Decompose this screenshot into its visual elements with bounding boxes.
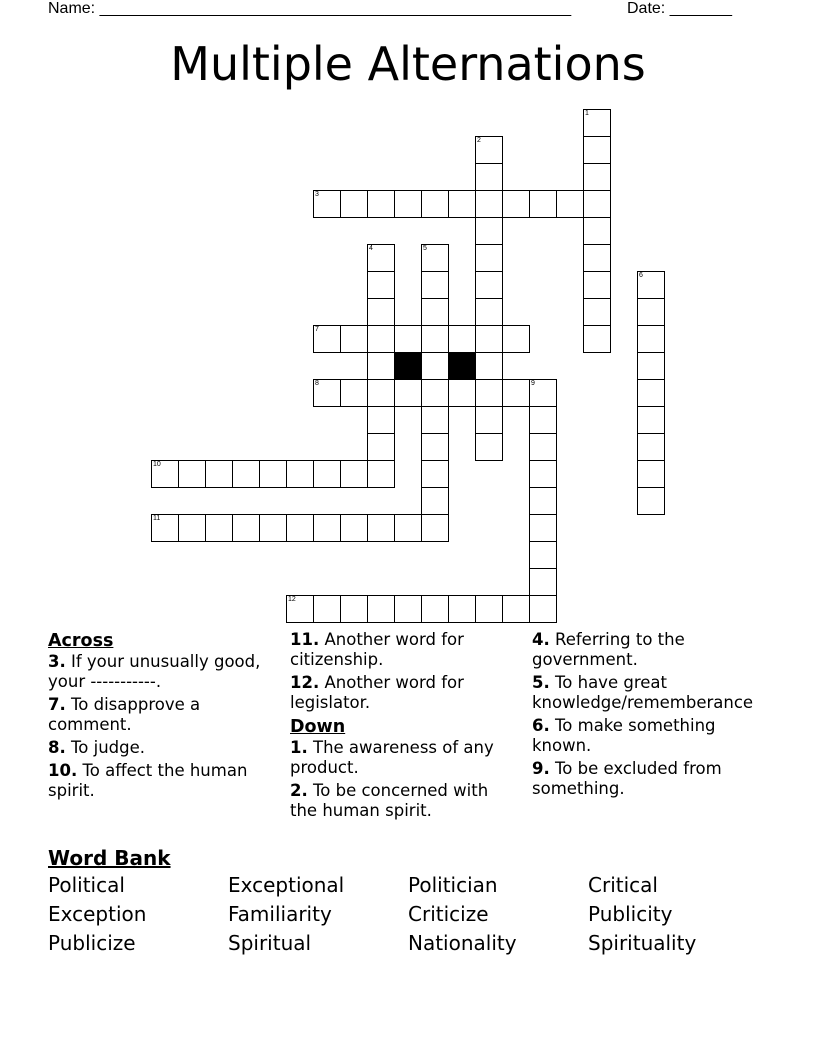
crossword-cell: [151, 514, 179, 542]
crossword-cell: [475, 298, 503, 326]
crossword-cell: [340, 325, 368, 353]
crossword-cell: [529, 190, 557, 218]
crossword-cell: [637, 352, 665, 380]
crossword-cell: [178, 460, 206, 488]
clue-across-3: 3. If your unusually good, your -----------.: [48, 652, 261, 691]
crossword-cell: [394, 514, 422, 542]
crossword-cell: [367, 514, 395, 542]
word-bank-item: Spirituality: [588, 931, 697, 955]
crossword-cell: [367, 352, 395, 380]
crossword-cell: [340, 595, 368, 623]
clue-number: 2: [477, 137, 481, 144]
word-bank: [48, 873, 768, 955]
crossword-cell: [529, 541, 557, 569]
crossword-cell: [583, 298, 611, 326]
crossword-cell: [637, 271, 665, 299]
page-title: Multiple Alternations: [170, 37, 646, 91]
crossword-cell: [637, 433, 665, 461]
crossword-cell: [205, 514, 233, 542]
word-bank-item: Critical: [588, 873, 658, 897]
crossword-cell: [583, 190, 611, 218]
crossword-cell: [394, 595, 422, 623]
crossword-cell: [475, 352, 503, 380]
crossword-cell: [340, 514, 368, 542]
crossword-cell: [502, 325, 530, 353]
crossword-cell: [475, 190, 503, 218]
crossword-cell: [313, 190, 341, 218]
clue-across-10: 10. To affect the human spirit.: [48, 761, 248, 800]
down-heading: Down: [290, 717, 346, 737]
clue-down-6: 6. To make something known.: [532, 716, 716, 755]
clues-column-2: [290, 630, 515, 824]
word-bank-item: Criticize: [408, 902, 489, 926]
crossword-cell: [583, 163, 611, 191]
crossword-cell: [367, 433, 395, 461]
word-bank-item: Familiarity: [228, 902, 332, 926]
clue-down-9: 9. To be excluded from something.: [532, 759, 722, 798]
clue-number: 6: [639, 272, 643, 279]
crossword-cell: [475, 244, 503, 272]
crossword-cell: [205, 460, 233, 488]
crossword-cell: [367, 298, 395, 326]
clue-number: 11: [153, 515, 161, 522]
crossword-cell: [421, 244, 449, 272]
crossword-cell: [232, 460, 260, 488]
clue-down-5: 5. To have great knowledge/rememberance: [532, 673, 754, 712]
crossword-cell: [340, 190, 368, 218]
clue-number: 3: [315, 191, 319, 198]
crossword-cell: [583, 325, 611, 353]
crossword-cell: [583, 244, 611, 272]
crossword-cell: [421, 352, 449, 380]
name-field-label: Name: _____________________________________________________: [48, 0, 572, 17]
clue-down-4: 4. Referring to the government.: [532, 630, 685, 669]
crossword-cell: [421, 325, 449, 353]
crossword-cell: [583, 136, 611, 164]
crossword-cell: [529, 433, 557, 461]
crossword-cell: [367, 379, 395, 407]
crossword-cell: [502, 190, 530, 218]
crossword-cell: [583, 217, 611, 245]
clue-number: 9: [531, 380, 535, 387]
crossword-cell: [421, 487, 449, 515]
clues-column-3: [532, 630, 768, 802]
crossword-cell: [529, 379, 557, 407]
crossword-cell: [475, 136, 503, 164]
clue-number: 4: [369, 245, 373, 252]
crossword-cell: [286, 460, 314, 488]
crossword-cell: [367, 460, 395, 488]
crossword-cell: [394, 190, 422, 218]
crossword-cell: [637, 325, 665, 353]
crossword-cell: [583, 271, 611, 299]
crossword-cell: [367, 325, 395, 353]
crossword-cell: [259, 460, 287, 488]
crossword-cell: [475, 406, 503, 434]
crossword-cell: [421, 433, 449, 461]
clue-number: 8: [315, 380, 319, 387]
crossword-cell: [367, 271, 395, 299]
crossword-cell: [367, 190, 395, 218]
clue-number: 1: [585, 110, 589, 117]
clue-number: 5: [423, 245, 427, 252]
clue-number: 7: [315, 326, 319, 333]
crossword-black-cell: [448, 352, 476, 380]
crossword-cell: [529, 487, 557, 515]
crossword-cell: [421, 298, 449, 326]
crossword-cell: [313, 514, 341, 542]
crossword-cell: [556, 190, 584, 218]
clue-number: 12: [288, 596, 296, 603]
word-bank-item: Exception: [48, 902, 147, 926]
crossword-black-cell: [394, 352, 422, 380]
crossword-cell: [367, 244, 395, 272]
crossword-cell: [421, 514, 449, 542]
crossword-cell: [421, 271, 449, 299]
crossword-cell: [475, 217, 503, 245]
crossword-cell: [313, 379, 341, 407]
clue-number: 10: [153, 461, 161, 468]
word-bank-item: Political: [48, 873, 125, 897]
crossword-cell: [475, 379, 503, 407]
crossword-cell: [313, 325, 341, 353]
crossword-cell: [421, 460, 449, 488]
word-bank-item: Publicize: [48, 931, 136, 955]
crossword-cell: [232, 514, 260, 542]
crossword-cell: [502, 595, 530, 623]
crossword-cell: [421, 379, 449, 407]
crossword-cell: [475, 325, 503, 353]
clue-across-11: 11. Another word for citizenship.: [290, 630, 464, 669]
clue-across-12: 12. Another word for legislator.: [290, 673, 464, 712]
crossword-cell: [421, 406, 449, 434]
date-field-label: Date: _______: [627, 0, 732, 17]
crossword-cell: [637, 460, 665, 488]
crossword-cell: [367, 406, 395, 434]
crossword-cell: [475, 163, 503, 191]
crossword-cell: [178, 514, 206, 542]
crossword-cell: [313, 595, 341, 623]
crossword-cell: [637, 298, 665, 326]
clue-down-2: 2. To be concerned with the human spirit.: [290, 781, 489, 820]
crossword-cell: [394, 325, 422, 353]
crossword-cell: [502, 379, 530, 407]
crossword-cell: [151, 460, 179, 488]
clue-across-8: 8. To judge.: [48, 738, 146, 757]
crossword-cell: [529, 568, 557, 596]
crossword-cell: [394, 379, 422, 407]
crossword-cell: [475, 271, 503, 299]
crossword-cell: [583, 109, 611, 137]
word-bank-item: Exceptional: [228, 873, 345, 897]
crossword-cell: [340, 379, 368, 407]
crossword-cell: [475, 433, 503, 461]
clues-column-1: [48, 630, 273, 804]
crossword-cell: [286, 514, 314, 542]
crossword-cell: [529, 595, 557, 623]
clue-down-1: 1. The awareness of any product.: [290, 738, 494, 777]
crossword-cell: [448, 325, 476, 353]
crossword-cell: [421, 190, 449, 218]
crossword-cell: [340, 460, 368, 488]
crossword-cell: [529, 514, 557, 542]
crossword-cell: [475, 595, 503, 623]
crossword-cell: [637, 487, 665, 515]
crossword-cell: [448, 379, 476, 407]
crossword-cell: [448, 595, 476, 623]
clue-across-7: 7. To disapprove a comment.: [48, 695, 201, 734]
crossword-cell: [259, 514, 287, 542]
crossword-cell: [448, 190, 476, 218]
word-bank-item: Publicity: [588, 902, 673, 926]
crossword-cell: [286, 595, 314, 623]
word-bank-item: Spiritual: [228, 931, 312, 955]
crossword-cell: [529, 460, 557, 488]
word-bank-heading: Word Bank: [48, 846, 171, 870]
crossword-cell: [421, 595, 449, 623]
crossword-cell: [313, 460, 341, 488]
crossword-cell: [637, 379, 665, 407]
crossword-cell: [637, 406, 665, 434]
word-bank-item: Nationality: [408, 931, 517, 955]
crossword-cell: [529, 406, 557, 434]
across-heading: Across: [48, 631, 114, 651]
crossword-cell: [367, 595, 395, 623]
word-bank-item: Politician: [408, 873, 498, 897]
